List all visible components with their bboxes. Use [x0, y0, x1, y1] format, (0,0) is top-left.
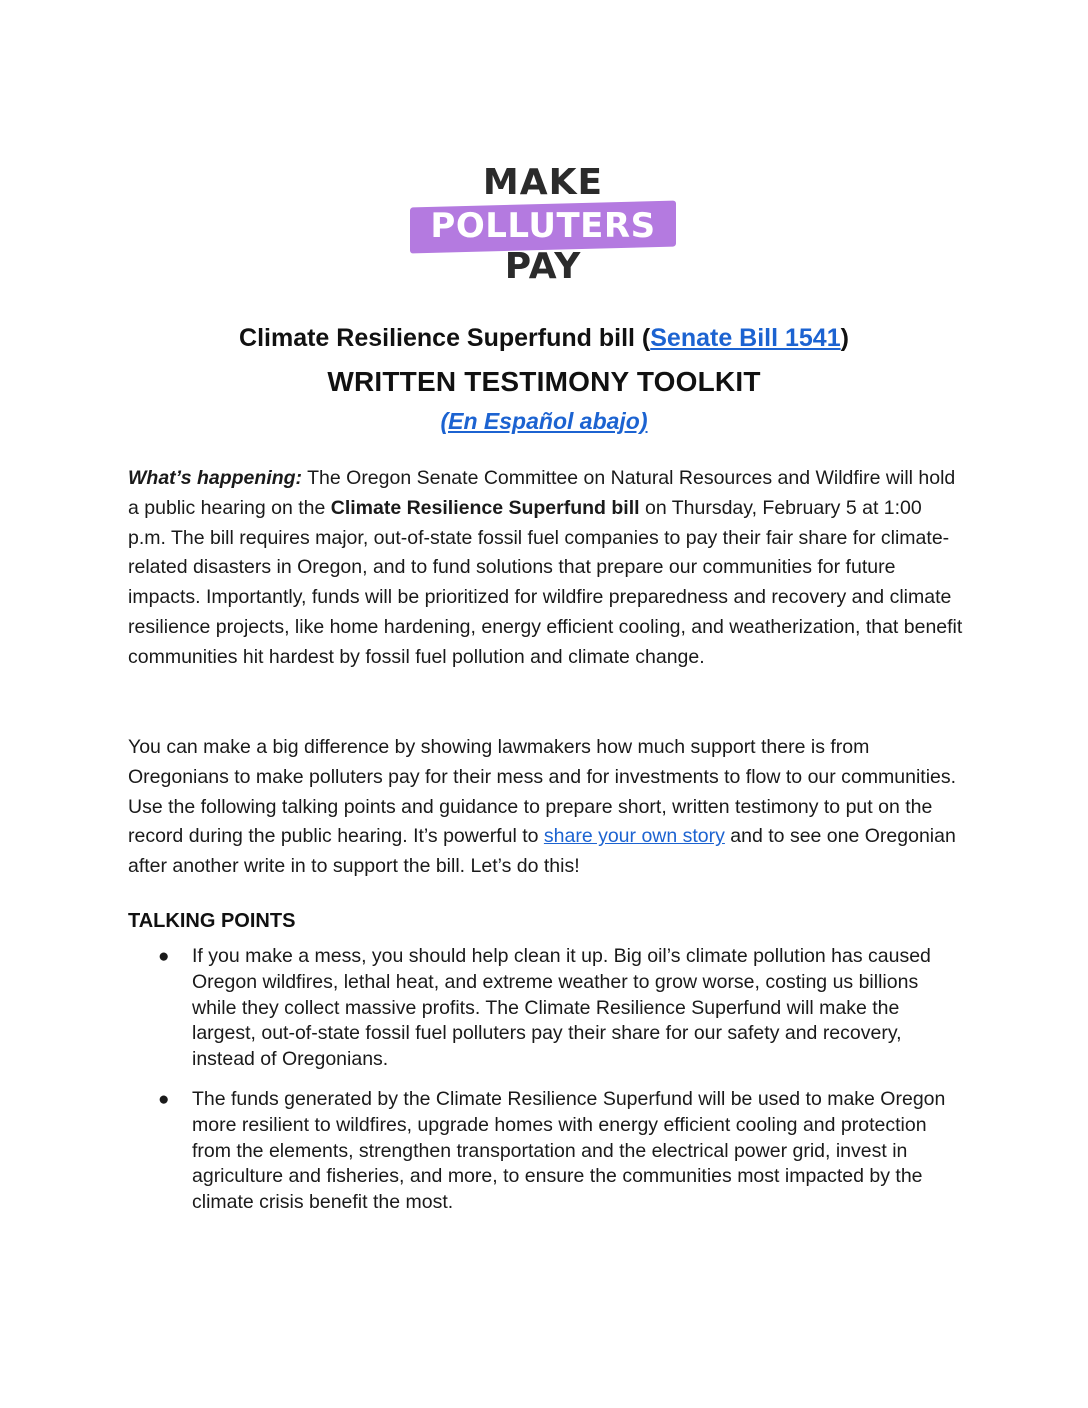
logo-make-text: MAKE	[482, 162, 604, 203]
senate-bill-link[interactable]: Senate Bill 1541	[650, 324, 841, 352]
share-your-story-link[interactable]: share your own story	[543, 825, 725, 848]
talking-point-text: If you make a mess, you should help clean it up. Big oil’s climate pollution has caused Oregon wildfires, lethal heat, and extreme weather to grow worse, costing us billions while they collect massive profits. The Climate Resilience Superfund will make the largest, out-of-state fossil fuel polluters pay their share for our safety and recovery, instead of Oregonians.	[192, 945, 931, 1071]
talking-points-heading: TALKING POINTS	[128, 910, 296, 932]
support-paragraph	[128, 733, 964, 882]
support-text-a: You can make a big difference by showing lawmakers how much support there is from Oregonians to make polluters pay for their mess and for investments to flow to our communities. Use the following talking points and guidance to prepare short, written testimony to put on the record during the public hearing. It’s powerful to	[128, 736, 957, 848]
list-item	[128, 1087, 968, 1216]
intro-text-a: The Oregon Senate Committee on Natural Resources and Wildfire will hold a public hearing on the	[128, 467, 956, 519]
talking-point-text: The funds generated by the Climate Resilience Superfund will be used to make Oregon more resilient to wildfires, upgrade homes with energy efficient cooling and protection from the elements, strengthen transportation and the electrical power grid, invest in agriculture and fisheries, and more, to ensure the communities most impacted by the climate crisis benefit the most.	[192, 1087, 946, 1214]
bullet-icon: ●	[158, 946, 170, 967]
title-prefix: Climate Resilience Superfund bill (	[239, 324, 651, 352]
make-polluters-pay-logo	[408, 162, 678, 288]
logo-pay-text: PAY	[504, 246, 582, 287]
logo-polluters-text: POLLUTERS	[430, 206, 656, 246]
toolkit-heading: WRITTEN TESTIMONY TOOLKIT	[327, 366, 761, 397]
document-title	[0, 324, 1088, 353]
bullet-icon: ●	[158, 1088, 170, 1110]
list-item	[128, 944, 968, 1073]
talking-points-list	[128, 944, 968, 1230]
intro-paragraph	[128, 464, 964, 673]
spanish-version-link[interactable]: (En Español abajo)	[440, 408, 648, 434]
bill-name-bold: Climate Resilience Superfund bill	[330, 496, 640, 519]
title-suffix: )	[840, 324, 849, 352]
intro-text-b: on Thursday, February 5 at 1:00 p.m. The bill requires major, out-of-state fossil fuel companies to pay their fair share for climate-related disasters in Oregon, and to fund solutions that prepare our communities for future impacts. Importantly, funds will be prioritized for wildfire preparedness and recovery and climate resilience projects, like home hardening, energy efficient cooling, and weatherization, that benefit communities hit hardest by fossil fuel pollution and climate change.	[128, 496, 963, 668]
spanish-section-line	[0, 408, 1088, 435]
support-text-b: and to see one Oregonian after another write in to support the bill. Let’s do this!	[128, 825, 956, 878]
whats-happening-label: What’s happening:	[128, 467, 303, 489]
